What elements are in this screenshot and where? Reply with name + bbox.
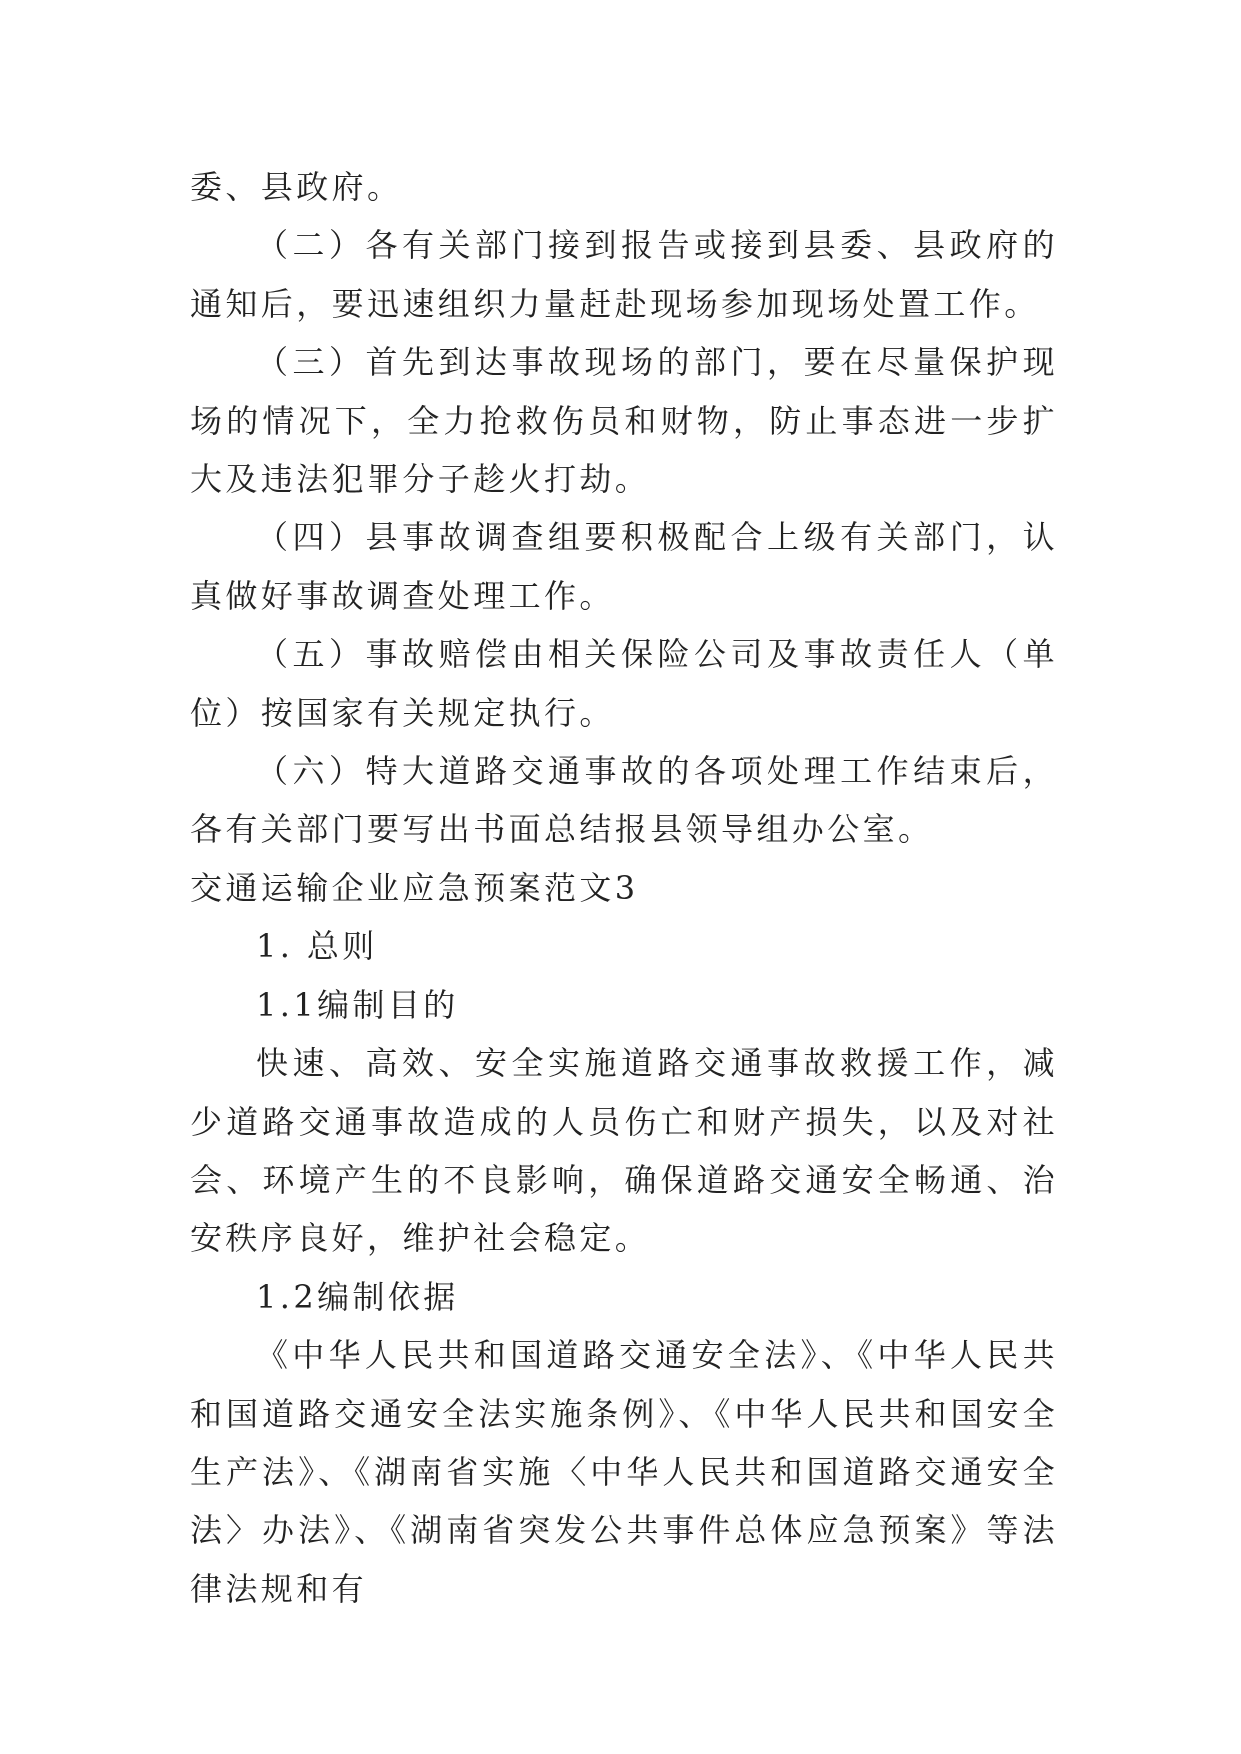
paragraph-item-6: （六）特大道路交通事故的各项处理工作结束后，各有关部门要写出书面总结报县领导组办公室。 [190, 752, 1058, 849]
paragraph-continuation: 委、县政府。 [190, 168, 403, 206]
paragraph-item-4: （四）县事故调查组要积极配合上级有关部门，认真做好事故调查处理工作。 [190, 518, 1058, 615]
heading-general: 1. 总则 [256, 927, 378, 966]
paragraph-item-3: （三）首先到达事故现场的部门，要在尽量保护现场的情况下，全力抢救伤员和财物，防止事态进一步扩大及违法犯罪分子趁火打劫。 [190, 343, 1058, 499]
section-title: 交通运输企业应急预案范文3 [190, 868, 639, 907]
paragraph-purpose: 快速、高效、安全实施道路交通事故救援工作，减少道路交通事故造成的人员伤亡和财产损失，以及对社会、环境产生的不良影响，确保道路交通安全畅通、治安秩序良好，维护社会稳定。 [190, 1044, 1058, 1258]
paragraph-basis: 《中华人民共和国道路交通安全法》、《中华人民共和国道路交通安全法实施条例》、《中华人民共和国安全生产法》、《湖南省实施〈中华人民共和国道路交通安全法〉办法》、《湖南省突发公共事件总体应急预案》等法律法规和有 [190, 1336, 1058, 1608]
heading-basis: 1.2编制依据 [256, 1277, 459, 1316]
paragraph-item-2: （二）各有关部门接到报告或接到县委、县政府的通知后，要迅速组织力量赶赴现场参加现场处置工作。 [190, 226, 1058, 323]
document-body [190, 158, 1058, 1618]
paragraph-item-5: （五）事故赔偿由相关保险公司及事故责任人（单位）按国家有关规定执行。 [190, 635, 1058, 732]
heading-purpose: 1.1编制目的 [256, 985, 459, 1024]
